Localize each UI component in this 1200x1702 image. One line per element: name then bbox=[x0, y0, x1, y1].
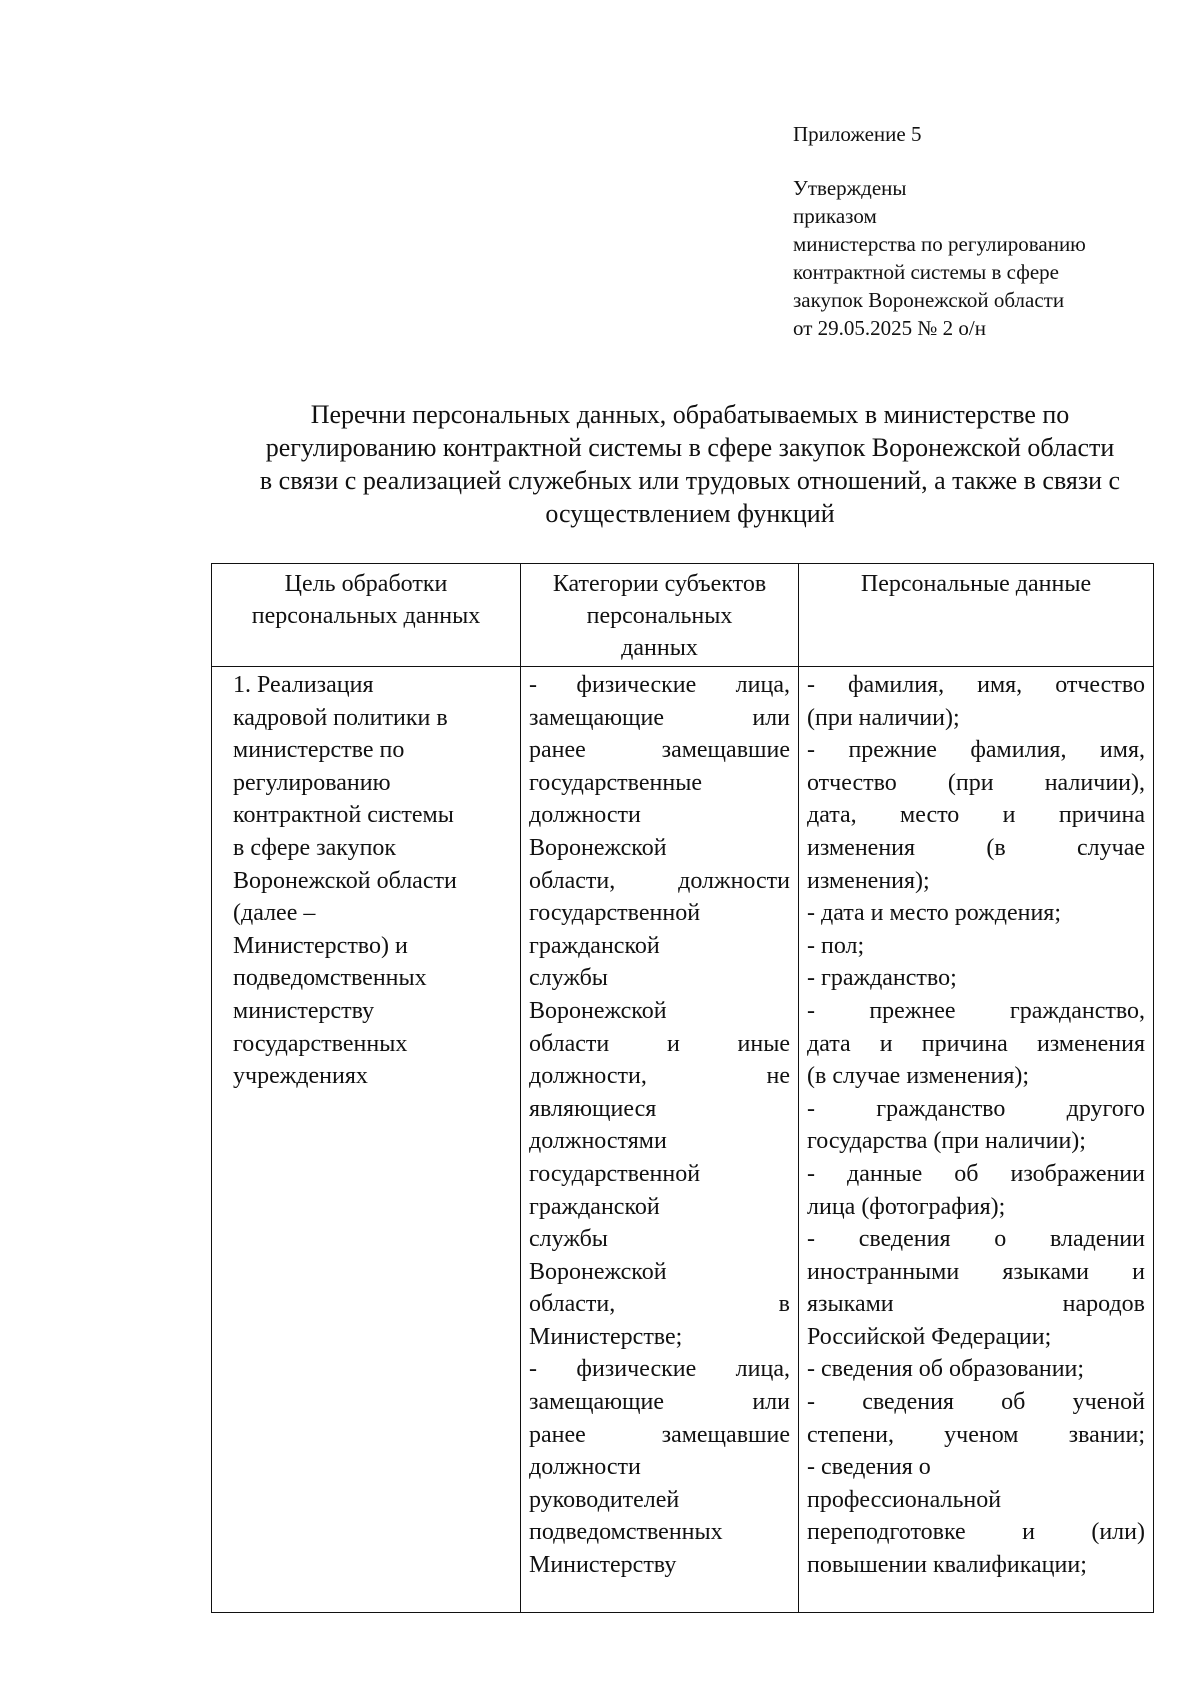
category-line: подведомственных bbox=[529, 1519, 723, 1546]
category-line: области, должности bbox=[529, 867, 790, 894]
purpose-line: министерстве по bbox=[233, 737, 405, 764]
category-line: службы bbox=[529, 1226, 608, 1253]
approval-line: приказом bbox=[793, 204, 877, 228]
approval-block bbox=[793, 120, 1173, 342]
approval-line: контрактной системы в сфере bbox=[793, 260, 1059, 284]
document-title-line: в связи с реализацией служебных или трудовых отношений, а также в связи с bbox=[259, 466, 1121, 495]
category-line: замещающие или bbox=[529, 704, 790, 731]
purpose-line: кадровой политики в bbox=[233, 704, 448, 731]
approval-line: Утверждены bbox=[793, 176, 907, 200]
data-line: - данные об изображении bbox=[807, 1160, 1145, 1187]
data-line: отчество (при наличии), bbox=[807, 769, 1145, 796]
data-line: языками народов bbox=[807, 1291, 1145, 1318]
purpose-cell bbox=[212, 667, 521, 1613]
data-line: государства (при наличии); bbox=[807, 1128, 1086, 1155]
categories-cell bbox=[521, 667, 799, 1613]
data-line: степени, ученом звании; bbox=[807, 1421, 1145, 1448]
category-line: руководителей bbox=[529, 1486, 680, 1513]
data-line: - фамилия, имя, отчество bbox=[807, 672, 1145, 698]
data-line: (в случае изменения); bbox=[807, 1063, 1030, 1090]
data-line: - сведения о владении bbox=[807, 1226, 1145, 1253]
data-line: дата, место и причина bbox=[807, 802, 1145, 829]
data-line: - гражданство другого bbox=[807, 1095, 1145, 1122]
category-line: гражданской bbox=[529, 932, 660, 959]
header-line: Цель обработки bbox=[284, 571, 448, 597]
category-line: службы bbox=[529, 965, 608, 992]
purpose-line: 1. Реализация bbox=[233, 672, 374, 698]
data-line: - сведения о bbox=[807, 1454, 931, 1481]
category-line: являющиеся bbox=[529, 1095, 657, 1122]
document-title-line: регулированию контрактной системы в сфере закупок Воронежской области bbox=[265, 433, 1115, 462]
data-line: - гражданство; bbox=[807, 965, 957, 992]
category-line: должности bbox=[529, 802, 641, 829]
category-line: области, в bbox=[529, 1291, 790, 1318]
data-line: иностранными языками и bbox=[807, 1258, 1145, 1285]
purpose-line: министерству bbox=[233, 997, 375, 1024]
category-line: ранее замещавшие bbox=[529, 1421, 790, 1448]
category-line: государственные bbox=[529, 769, 702, 796]
data-line: изменения (в случае bbox=[807, 834, 1145, 861]
header-line: персональных данных bbox=[251, 603, 481, 629]
data-line: изменения); bbox=[807, 867, 930, 894]
document-title-line: осуществлением функций bbox=[545, 499, 835, 528]
category-line: должностями bbox=[529, 1128, 667, 1155]
data-line: профессиональной bbox=[807, 1486, 1002, 1513]
category-line: области и иные bbox=[529, 1030, 790, 1057]
purpose-line: государственных bbox=[233, 1030, 408, 1057]
purpose-line: учреждениях bbox=[233, 1063, 368, 1090]
annex-label: Приложение 5 bbox=[793, 122, 922, 146]
category-line: государственной bbox=[529, 1160, 701, 1187]
data-line: (при наличии); bbox=[807, 704, 960, 731]
purpose-line: Министерство) и bbox=[233, 932, 408, 959]
header-line: данных bbox=[621, 635, 698, 661]
approval-order-number: от 29.05.2025 № 2 о/н bbox=[793, 316, 987, 340]
data-line: - сведения об ученой bbox=[807, 1389, 1145, 1416]
category-line: замещающие или bbox=[529, 1389, 790, 1416]
category-line: Воронежской bbox=[529, 834, 667, 861]
category-line: гражданской bbox=[529, 1193, 660, 1220]
header-line: Персональные данные bbox=[860, 571, 1092, 597]
data-line: повышении квалификации; bbox=[807, 1552, 1087, 1579]
category-line: - физические лица, bbox=[529, 672, 790, 698]
header-line: персональных bbox=[586, 603, 733, 629]
data-line: - дата и место рождения; bbox=[807, 900, 1062, 927]
category-line: Министерству bbox=[529, 1552, 677, 1579]
table-header-row bbox=[212, 564, 1154, 667]
category-line: государственной bbox=[529, 900, 701, 927]
category-line: ранее замещавшие bbox=[529, 737, 790, 764]
header-purpose bbox=[212, 564, 521, 667]
purpose-line: (далее – bbox=[233, 900, 316, 927]
data-line: Российской Федерации; bbox=[807, 1323, 1052, 1350]
document-title-line: Перечни персональных данных, обрабатываемых в министерстве по bbox=[310, 400, 1070, 429]
purpose-line: контрактной системы bbox=[233, 802, 454, 829]
data-line: дата и причина изменения bbox=[807, 1030, 1145, 1057]
data-line: - прежнее гражданство, bbox=[807, 997, 1145, 1024]
header-categories bbox=[521, 564, 799, 667]
data-line: переподготовке и (или) bbox=[807, 1519, 1145, 1546]
approval-line: министерства по регулированию bbox=[793, 232, 1086, 256]
data-line: - прежние фамилия, имя, bbox=[807, 737, 1145, 764]
document-title bbox=[200, 398, 1180, 530]
approval-line: закупок Воронежской области bbox=[793, 288, 1065, 312]
category-line: Воронежской bbox=[529, 997, 667, 1024]
data-line: лица (фотография); bbox=[807, 1193, 1006, 1220]
category-line: Воронежской bbox=[529, 1258, 667, 1285]
personal-data-cell bbox=[799, 667, 1154, 1613]
purpose-line: Воронежской области bbox=[233, 867, 457, 894]
category-line: должности, не bbox=[529, 1063, 790, 1090]
header-line: Категории субъектов bbox=[552, 571, 767, 597]
header-personal-data bbox=[799, 564, 1154, 667]
table-row bbox=[212, 667, 1154, 1613]
purpose-line: в сфере закупок bbox=[233, 834, 397, 861]
data-line: - сведения об образовании; bbox=[807, 1356, 1085, 1383]
purpose-line: подведомственных bbox=[233, 965, 427, 992]
data-line: - пол; bbox=[807, 932, 865, 959]
category-line: должности bbox=[529, 1454, 641, 1481]
category-line: - физические лица, bbox=[529, 1356, 790, 1383]
category-line: Министерстве; bbox=[529, 1323, 683, 1350]
personal-data-table bbox=[211, 563, 1154, 1613]
purpose-line: регулированию bbox=[233, 769, 391, 796]
